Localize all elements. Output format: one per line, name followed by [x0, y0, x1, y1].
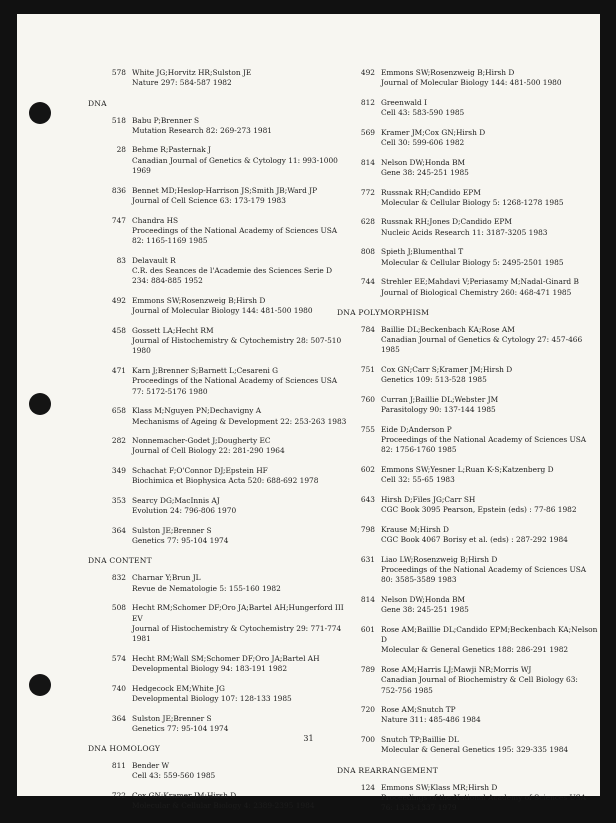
reference-authors: Curran J;Baillie DL;Webster JM [381, 394, 499, 404]
reference-authors: Snutch TP;Baillie DL [381, 735, 459, 744]
reference-authors: Schachat F;O'Connor DJ;Epstein HF [132, 465, 268, 475]
reference-entry [88, 791, 332, 812]
reference-citation-line: Proceedings of the National Academy of Sciences USA [381, 564, 587, 574]
reference-authors: Rose AM;Harris LJ;Mawji NR;Morris WJ [381, 664, 532, 674]
reference-number: 628 [360, 217, 375, 227]
reference-number: 492 [360, 68, 375, 77]
reference-entry [88, 325, 342, 357]
reference-authors: Russnak RH;Jones D;Candido EPM [381, 217, 512, 227]
binder-hole-middle [29, 393, 51, 415]
reference-number: 458 [111, 325, 126, 335]
reference-authors: Chandra HS [132, 215, 179, 225]
section-heading: DNA [88, 98, 107, 108]
reference-citation-line: 82: 1756-1760 1985 [381, 445, 457, 455]
reference-citation-line: Molecular & General Genetics 188: 286-291 1982 [381, 645, 569, 655]
reference-number: 83 [116, 255, 126, 265]
binder-hole-bottom [29, 674, 51, 696]
reference-entry [88, 714, 332, 735]
reference-citation-line: Journal of Molecular Biology 144: 481-500 1980 [132, 306, 313, 316]
reference-entry [88, 684, 332, 705]
reference-entry [88, 573, 332, 594]
reference-citation-line: Cell 43: 583-590 1985 [381, 108, 465, 118]
reference-entry [337, 554, 587, 586]
reference-authors: Nonnemacher-Godet J;Dougherty EC [132, 436, 271, 446]
reference-citation-line: D [381, 635, 387, 645]
reference-number: 772 [360, 187, 375, 197]
page-number: 31 [303, 734, 314, 743]
reference-number: 760 [360, 394, 375, 404]
reference-number: 602 [360, 464, 375, 474]
reference-citation-line: CGC Book 4067 Borisy et al. (eds) : 287-292 1984 [381, 535, 568, 545]
reference-authors: Gossett LA;Hecht RM [132, 325, 214, 335]
reference-citation-line: 1969 [132, 166, 151, 176]
reference-authors: Sulston JE;Brenner S [132, 525, 212, 535]
reference-entry [337, 98, 581, 119]
reference-number: 808 [360, 247, 375, 257]
reference-citation-line: Revue de Nematologie 5: 155-160 1982 [132, 583, 281, 593]
reference-citation-line: Gene 38: 245-251 1985 [381, 167, 469, 177]
reference-number: 492 [111, 295, 126, 305]
reference-entry [88, 296, 332, 317]
section-heading: DNA REARRANGEMENT [337, 765, 438, 775]
reference-number: 601 [360, 624, 375, 634]
reference-authors: Cox GN;Kramer JM;Hirsh D [132, 791, 237, 800]
reference-citation-line: Molecular & Cellular Biology 4: 2389-2395 1984 [132, 801, 315, 811]
reference-entry [88, 466, 332, 487]
reference-authors: Spieth J;Blumenthal T [381, 247, 464, 257]
reference-citation-line: Nucleic Acids Research 11: 3187-3205 1983 [381, 227, 548, 237]
section-heading: DNA HOMOLOGY [88, 744, 161, 754]
reference-entry [88, 436, 332, 457]
reference-citation-line: Canadian Journal of Biochemistry & Cell Biology 63: [381, 675, 578, 685]
reference-citation-line: Genetics 77: 95-104 1974 [132, 536, 229, 546]
reference-entry [88, 145, 338, 176]
reference-number: 751 [360, 365, 375, 375]
reference-number: 578 [111, 68, 126, 77]
reference-entry [88, 186, 332, 207]
reference-authors: Hedgecock EM;White JG [132, 683, 225, 693]
reference-citation-line: 77: 5172-5176 1980 [132, 386, 208, 396]
section-heading: DNA POLYMORPHISM [337, 307, 430, 317]
reference-citation-line: Genetics 109: 513-528 1985 [381, 375, 487, 385]
reference-authors: Searcy DG;MacInnis AJ [132, 495, 220, 505]
reference-authors: White JG;Horvitz HR;Sulston JE [132, 68, 252, 77]
reference-citation-line: Nature 297: 584-587 1982 [132, 78, 232, 88]
reference-authors: Russnak RH;Candido EPM [381, 187, 481, 197]
reference-entry [337, 247, 581, 268]
reference-citation-line: 752-756 1985 [381, 685, 433, 695]
reference-entry [88, 215, 338, 247]
reference-entry [88, 256, 332, 287]
reference-citation-line: Cell 32: 55-65 1983 [381, 475, 455, 485]
reference-entry [88, 116, 332, 137]
reference-number: 349 [111, 465, 126, 475]
reference-citation-line: Journal of Cell Biology 22: 281-290 1964 [132, 446, 285, 456]
reference-authors: Baillie DL;Beckenbach KA;Rose AM [381, 324, 515, 334]
reference-entry [88, 406, 347, 427]
reference-entry [337, 525, 581, 546]
reference-entry [337, 782, 587, 814]
reference-citation-line: Proceedings of the National Academy of Sciences USA [132, 376, 338, 386]
reference-number: 364 [111, 525, 126, 535]
section-heading: DNA CONTENT [88, 556, 152, 566]
reference-citation-line: 80: 3585-3589 1983 [381, 575, 457, 585]
reference-entry [88, 366, 338, 397]
reference-number: 755 [360, 424, 375, 434]
reference-entry [337, 68, 581, 89]
reference-authors: Liao LW;Rosenzweig B;Hirsh D [381, 554, 498, 564]
reference-authors: Bennet MD;Heslop-Harrison JS;Smith JB;Ward JP [132, 185, 318, 195]
reference-entry [337, 595, 581, 616]
binder-hole-top [29, 102, 51, 124]
reference-entry [88, 603, 344, 644]
reference-citation-line: Evolution 24: 796-806 1970 [132, 506, 237, 516]
reference-citation-line: Journal of Biological Chemistry 260: 468-471 1985 [381, 287, 572, 297]
reference-citation-line: Cell 30: 599-606 1982 [381, 138, 465, 148]
left-column [88, 68, 347, 821]
reference-citation-line: Genetics 77: 95-104 1974 [132, 723, 229, 733]
reference-entry [337, 705, 581, 726]
reference-citation-line: Molecular & Cellular Biology 5: 1268-1278 1985 [381, 197, 564, 207]
reference-authors: Nelson DW;Honda BM [381, 594, 466, 604]
reference-authors: Hecht RM;Schomer DF;Oro JA;Bartel AH;Hungerford III [132, 603, 344, 613]
reference-number: 700 [360, 735, 375, 744]
reference-entry [337, 424, 587, 456]
reference-authors: Eide D;Anderson P [381, 424, 452, 434]
reference-entry [337, 188, 581, 209]
reference-number: 811 [111, 761, 126, 771]
reference-number: 832 [111, 573, 126, 583]
reference-number: 643 [360, 494, 375, 504]
reference-citation-line: Cell 43: 559-560 1985 [132, 771, 216, 781]
reference-entry [88, 68, 332, 89]
reference-citation-line: Nature 311: 485-486 1984 [381, 715, 481, 725]
reference-entry [337, 365, 581, 386]
reference-entry [337, 624, 598, 656]
reference-authors: Klass M;Nguyen PN;Dechavigny A [132, 406, 262, 416]
reference-citation-line: 76: 1333-1337 1979 [381, 803, 457, 813]
reference-number: 740 [111, 683, 126, 693]
reference-entry [337, 465, 581, 486]
reference-number: 353 [111, 495, 126, 505]
reference-authors: Emmons SW;Rosenzweig B;Hirsh D [132, 295, 266, 305]
reference-authors: Emmons SW;Rosenzweig B;Hirsh D [381, 68, 515, 77]
reference-number: 747 [111, 215, 126, 225]
reference-citation-line: 1981 [132, 634, 151, 644]
reference-entry [337, 277, 581, 298]
reference-authors: Nelson DW;Honda BM [381, 157, 466, 167]
reference-number: 789 [360, 664, 375, 674]
reference-number: 814 [360, 594, 375, 604]
reference-number: 518 [111, 115, 126, 125]
reference-citation-line: Developmental Biology 107: 128-133 1985 [132, 693, 292, 703]
reference-number: 471 [111, 366, 126, 376]
reference-number: 722 [111, 791, 126, 800]
reference-citation-line: 1985 [381, 345, 400, 355]
reference-citation-line: Journal of Cell Science 63: 173-179 1983 [132, 195, 286, 205]
reference-authors: Delavault R [132, 255, 176, 265]
reference-citation-line: Proceedings of the National Academy of Sciences USA [381, 792, 587, 802]
reference-authors: Sulston JE;Brenner S [132, 713, 212, 723]
reference-authors: Charnar Y;Brun JL [132, 573, 201, 583]
reference-authors: Krause M;Hirsh D [381, 524, 449, 534]
reference-citation-line: Canadian Journal of Genetics & Cytology 11: 993-1000 [132, 155, 338, 165]
reference-number: 28 [116, 145, 126, 155]
reference-number: 282 [111, 436, 126, 446]
right-column [337, 68, 598, 823]
reference-citation-line: Journal of Histochemistry & Cytochemistry 29: 771-774 [132, 623, 342, 633]
reference-number: 574 [111, 653, 126, 663]
reference-authors: Emmons SW;Yesner L;Ruan K-S;Katzenberg D [381, 464, 554, 474]
reference-citation-line: 1980 [132, 346, 151, 356]
reference-authors: Emmons SW;Klass MR;Hirsh D [381, 782, 498, 792]
reference-number: 124 [360, 782, 375, 792]
reference-citation-line: Molecular & Cellular Biology 5: 2495-2501 1985 [381, 257, 564, 267]
reference-entry [337, 665, 581, 696]
reference-number: 798 [360, 524, 375, 534]
reference-citation-line: Proceedings of the National Academy of Sciences USA [381, 435, 587, 445]
reference-entry [88, 526, 332, 547]
reference-authors: Behme R;Pasternak J [132, 145, 212, 155]
reference-citation-line: 82: 1165-1169 1985 [132, 236, 208, 246]
reference-entry [88, 496, 332, 517]
reference-citation-line: EV [132, 613, 143, 623]
reference-authors: Rose AM;Baillie DL;Candido EPM;Beckenbach KA;Nelson [381, 624, 598, 634]
reference-citation-line: Molecular & General Genetics 195: 329-335 1984 [381, 745, 569, 755]
reference-entry [337, 217, 581, 238]
reference-citation-line: Journal of Molecular Biology 144: 481-500 1980 [381, 78, 562, 88]
reference-number: 812 [360, 97, 375, 107]
reference-citation-line: Developmental Biology 94: 183-191 1982 [132, 664, 288, 674]
reference-authors: Karn J;Brenner S;Barnett L;Cesareni G [132, 366, 279, 376]
reference-authors: Babu P;Brenner S [132, 115, 200, 125]
reference-entry [88, 761, 332, 782]
reference-number: 784 [360, 324, 375, 334]
reference-citation-line: Proceedings of the National Academy of Sciences USA [132, 225, 338, 235]
reference-citation-line: CGC Book 3095 Pearson, Epstein (eds) : 77-86 1982 [381, 505, 577, 515]
document-page [17, 14, 600, 813]
reference-citation-line: Canadian Journal of Genetics & Cytology 27: 457-466 [381, 335, 583, 345]
reference-authors: Greenwald I [381, 97, 428, 107]
reference-number: 720 [360, 705, 375, 715]
reference-citation-line: C.R. des Seances de l'Academie des Sciences Serie D [132, 266, 333, 276]
reference-entry [88, 654, 332, 675]
reference-authors: Kramer JM;Cox GN;Hirsh D [381, 127, 486, 137]
reference-number: 814 [360, 157, 375, 167]
reference-entry [337, 495, 581, 516]
reference-number: 658 [111, 406, 126, 416]
reference-number: 631 [360, 554, 375, 564]
reference-citation-line: Gene 38: 245-251 1985 [381, 605, 469, 615]
reference-citation-line: Journal of Histochemistry & Cytochemistry 28: 507-510 [132, 336, 342, 346]
reference-authors: Hirsh D;Files JG;Carr SH [381, 494, 476, 504]
reference-entry [337, 395, 581, 416]
reference-authors: Rose AM;Snutch TP [381, 705, 456, 715]
reference-citation-line: 234: 884-885 1952 [132, 276, 203, 286]
reference-citation-line: Parasitology 90: 137-144 1985 [381, 405, 496, 415]
reference-number: 744 [360, 277, 375, 287]
reference-citation-line: Mechanisms of Ageing & Development 22: 253-263 1983 [132, 416, 347, 426]
reference-entry [337, 128, 581, 149]
reference-number: 569 [360, 127, 375, 137]
reference-authors: Cox GN;Carr S;Kramer JM;Hirsh D [381, 365, 513, 375]
reference-citation-line: Biochimica et Biophysica Acta 520: 688-692 1978 [132, 476, 319, 486]
reference-entry [337, 158, 581, 179]
reference-number: 508 [111, 603, 126, 613]
reference-entry [337, 325, 581, 356]
reference-authors: Hecht RM;Wall SM;Schomer DF;Oro JA;Bartel AH [132, 653, 320, 663]
reference-citation-line: Mutation Research 82: 269-273 1981 [132, 125, 272, 135]
reference-number: 364 [111, 713, 126, 723]
reference-number: 836 [111, 185, 126, 195]
reference-authors: Strehler EE;Mahdavi V;Periasamy M;Nadal-Ginard B [381, 277, 579, 287]
reference-authors: Bender W [132, 761, 170, 771]
